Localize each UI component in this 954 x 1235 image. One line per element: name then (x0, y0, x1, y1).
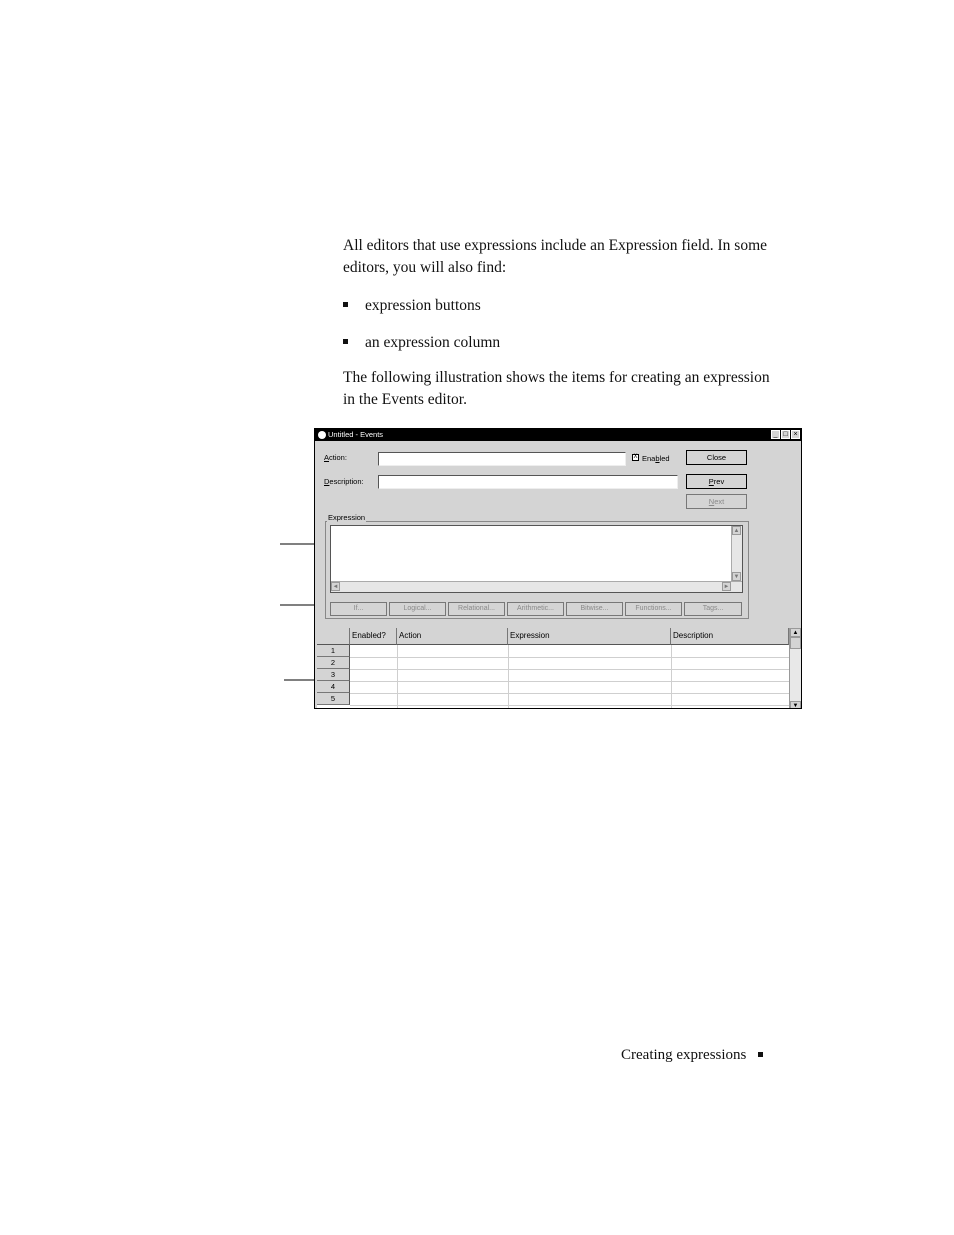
relational-button[interactable]: Relational... (448, 602, 505, 616)
expression-group-label: Expression (328, 513, 366, 522)
bitwise-button[interactable]: Bitwise... (566, 602, 623, 616)
if-button[interactable]: If... (330, 602, 387, 616)
table-row[interactable] (350, 657, 789, 658)
scroll-left-icon[interactable]: ◄ (332, 584, 339, 590)
grid-vertical-scrollbar[interactable] (789, 628, 801, 709)
intro-line-1: All editors that use expressions include an Expression field. In some (343, 237, 768, 254)
grid-column-divider (508, 645, 509, 709)
expression-horizontal-scrollbar[interactable] (331, 581, 742, 592)
footer-square-icon (758, 1052, 763, 1057)
prev-button[interactable]: Prev (686, 474, 747, 489)
expression-field[interactable] (330, 525, 743, 593)
system-menu-icon[interactable] (318, 431, 326, 439)
column-header-action[interactable]: Action (397, 628, 508, 645)
column-header-enabled[interactable]: Enabled? (350, 628, 397, 645)
scroll-down-icon[interactable]: ▼ (733, 574, 740, 580)
scroll-up-icon[interactable]: ▲ (733, 528, 740, 534)
scroll-right-icon[interactable]: ► (723, 584, 730, 590)
intro-line-2: editors, you will also find: (343, 259, 507, 276)
grid-column-divider (397, 645, 398, 709)
enabled-checkbox[interactable]: X (633, 454, 638, 460)
caption-line-1: The following illustration shows the items for creating an expression (343, 369, 770, 386)
description-field[interactable] (378, 475, 678, 489)
page-footer (621, 1047, 763, 1064)
table-row[interactable] (350, 669, 789, 670)
row-header[interactable]: 3 (317, 669, 350, 681)
window-title: Untitled - Events (328, 430, 384, 439)
table-row[interactable] (350, 693, 789, 694)
bullet-item-expression-column: an expression column (343, 332, 500, 354)
column-header-expression[interactable]: Expression (508, 628, 671, 645)
grid-corner (317, 628, 350, 645)
table-row[interactable] (350, 705, 789, 706)
action-label: Action: (324, 453, 347, 462)
events-grid[interactable] (317, 628, 789, 709)
close-window-icon[interactable]: × (791, 430, 800, 439)
grid-scroll-down-icon[interactable]: ▼ (790, 701, 801, 709)
description-label: Description: (324, 477, 364, 486)
caption-line-2: in the Events editor. (343, 391, 467, 408)
row-header[interactable]: 1 (317, 645, 350, 657)
window-titlebar (315, 429, 801, 441)
table-row[interactable] (350, 681, 789, 682)
events-editor-window (314, 428, 802, 709)
minimize-icon[interactable]: _ (771, 430, 780, 439)
arithmetic-button[interactable]: Arithmetic... (507, 602, 564, 616)
column-header-description[interactable]: Description (671, 628, 789, 645)
footer-text: Creating expressions (621, 1047, 747, 1063)
tags-button[interactable]: Tags... (684, 602, 742, 616)
grid-column-divider (671, 645, 672, 709)
enabled-label: Enabled (642, 454, 670, 463)
row-header[interactable]: 4 (317, 681, 350, 693)
maximize-icon[interactable]: □ (781, 430, 790, 439)
grid-scroll-up-icon[interactable]: ▲ (790, 628, 801, 637)
next-button[interactable]: Next (686, 494, 747, 509)
close-button[interactable]: Close (686, 450, 747, 465)
row-header[interactable]: 5 (317, 693, 350, 705)
row-header[interactable]: 2 (317, 657, 350, 669)
logical-button[interactable]: Logical... (389, 602, 446, 616)
bullet-item-expression-buttons: expression buttons (343, 295, 481, 317)
action-field[interactable] (378, 452, 626, 466)
grid-scroll-thumb[interactable] (790, 637, 801, 649)
functions-button[interactable]: Functions... (625, 602, 682, 616)
